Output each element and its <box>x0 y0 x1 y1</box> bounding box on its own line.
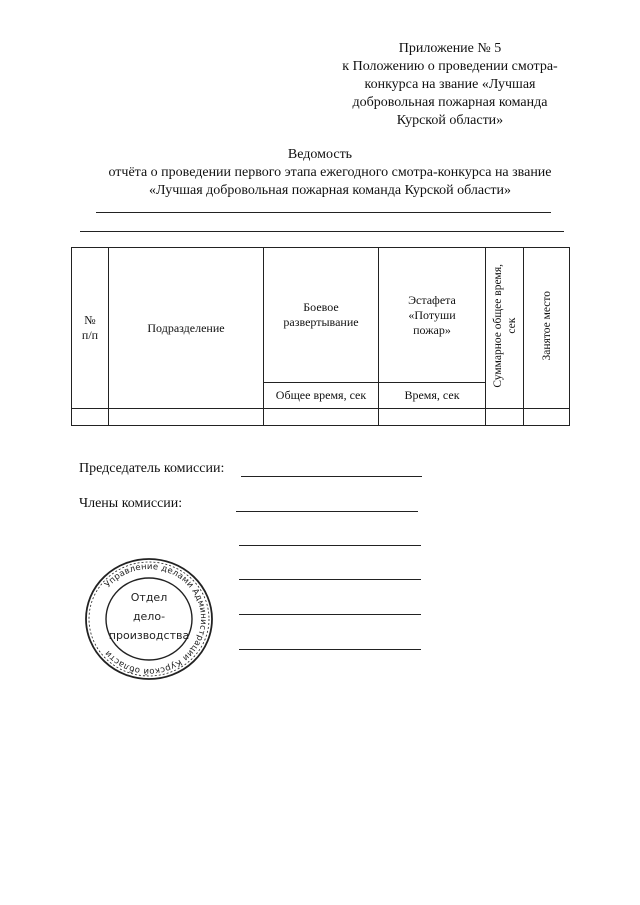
header-number: № п/п <box>72 248 109 409</box>
blank-line[interactable] <box>96 212 551 213</box>
appendix-line: добровольная пожарная команда <box>352 95 548 110</box>
subtitle-line: «Лучшая добровольная пожарная команда Курской области» <box>149 183 511 198</box>
member-signature-line[interactable] <box>239 614 421 615</box>
document-subtitle <box>40 164 620 200</box>
blank-line[interactable] <box>80 231 564 232</box>
header-total-time: Суммарное общее время, сек <box>486 248 524 409</box>
member-signature-line[interactable] <box>239 545 421 546</box>
member-signature-line[interactable] <box>239 579 421 580</box>
table-cell[interactable] <box>524 409 570 426</box>
table-cell[interactable] <box>486 409 524 426</box>
appendix-line: Курской области» <box>396 113 504 128</box>
table-row <box>72 409 570 426</box>
table-cell[interactable] <box>109 409 264 426</box>
svg-text:дело-: дело- <box>132 610 166 623</box>
svg-text:Управление делами Администраци: Управление делами Администрации Курской области <box>103 561 209 677</box>
members-label: Члены комиссии: <box>79 496 183 511</box>
chairman-label: Председатель комиссии: <box>79 461 225 476</box>
header-combat: Боевое развертывание <box>264 248 379 383</box>
header-unit: Подразделение <box>109 248 264 409</box>
appendix-line: Приложение № 5 <box>398 41 502 56</box>
table-cell[interactable] <box>264 409 379 426</box>
subheader-relay-time: Время, сек <box>379 383 486 409</box>
header-relay: Эстафета «Потуши пожар» <box>379 248 486 383</box>
svg-text:Отдел: Отдел <box>130 591 168 604</box>
appendix-line: к Положению о проведении смотра- <box>342 59 558 74</box>
table-cell[interactable] <box>72 409 109 426</box>
document-title: Ведомость <box>287 147 353 162</box>
member-signature-line[interactable] <box>236 511 418 512</box>
header-place: Занятое место <box>524 248 570 409</box>
chairman-signature-line[interactable] <box>241 476 422 477</box>
subheader-combat-time: Общее время, сек <box>264 383 379 409</box>
subtitle-line: отчёта о проведении первого этапа ежегодного смотра-конкурса на звание <box>108 165 552 180</box>
table-cell[interactable] <box>379 409 486 426</box>
appendix-line: конкурса на звание «Лучшая <box>364 77 536 92</box>
results-table <box>71 247 570 426</box>
svg-text:производства: производства <box>108 629 190 642</box>
member-signature-line[interactable] <box>239 649 421 650</box>
appendix-header <box>300 40 600 130</box>
office-stamp <box>83 556 215 682</box>
